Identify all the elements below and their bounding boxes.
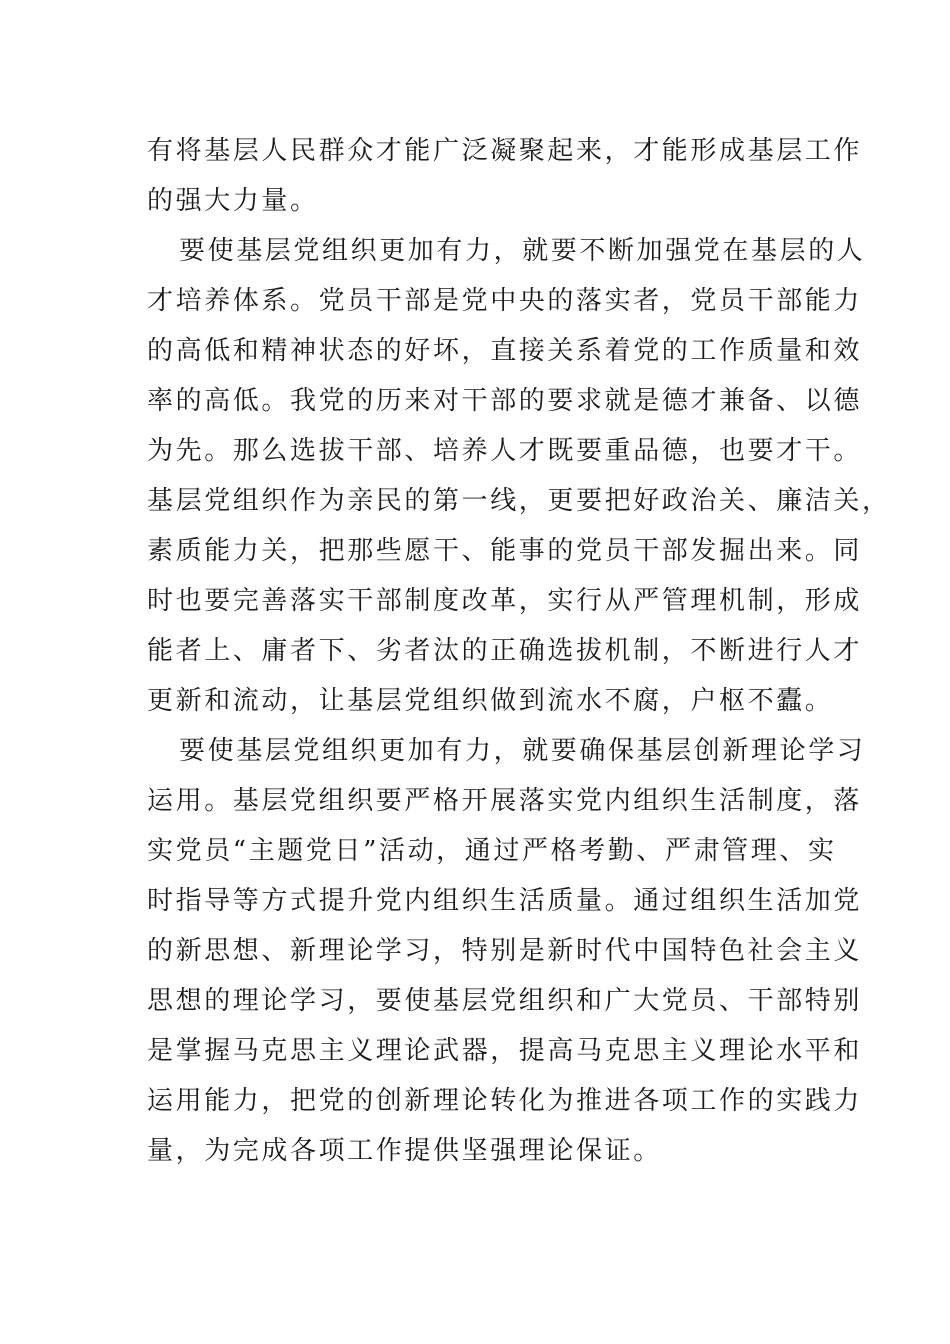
paragraph-line: 要使基层党组织更加有力，就要不断加强党在基层的人 (179, 236, 866, 266)
paragraph-line: 更新和流动，让基层党组织做到流水不腐，户枢不蠹。 (147, 686, 834, 716)
paragraph-line: 率的高低。我党的历来对干部的要求就是德才兼备、以德 (147, 386, 863, 416)
paragraph-line: 运用能力，把党的创新理论转化为推进各项工作的实践力 (147, 1086, 863, 1116)
paragraph (147, 726, 866, 1176)
paragraph-line: 要使基层党组织更加有力，就要确保基层创新理论学习 (179, 736, 866, 766)
paragraph-line: 有将基层人民群众才能广泛凝聚起来，才能形成基层工作 (147, 136, 863, 166)
paragraph-line: 运用。基层党组织要严格开展落实党内组织生活制度，落 (147, 786, 863, 816)
paragraph-line: 能者上、庸者下、劣者汰的正确选拔机制，不断进行人才 (147, 636, 863, 666)
document-body (147, 126, 891, 1176)
paragraph-line: 的高低和精神状态的好坏，直接关系着党的工作质量和效 (147, 336, 863, 366)
paragraph-line: 的新思想、新理论学习，特别是新时代中国特色社会主义 (147, 936, 863, 966)
paragraph-line: 才培养体系。党员干部是党中央的落实者，党员干部能力 (147, 286, 863, 316)
paragraph (147, 226, 891, 726)
paragraph-line: 时指导等方式提升党内组织生活质量。通过组织生活加党 (147, 886, 863, 916)
paragraph-line: 实党员“主题党日”活动，通过严格考勤、严肃管理、实 (147, 836, 837, 866)
paragraph-line: 是掌握马克思主义理论武器，提高马克思主义理论水平和 (147, 1036, 863, 1066)
paragraph-line: 基层党组织作为亲民的第一线，更要把好政治关、廉洁关， (147, 486, 891, 516)
paragraph-line: 的强大力量。 (147, 186, 319, 216)
paragraph-line: 素质能力关，把那些愿干、能事的党员干部发掘出来。同 (147, 536, 863, 566)
paragraph-line: 为先。那么选拔干部、培养人才既要重品德，也要才干。 (147, 436, 863, 466)
paragraph (147, 126, 863, 226)
paragraph-line: 时也要完善落实干部制度改革，实行从严管理机制，形成 (147, 586, 863, 616)
paragraph-line: 思想的理论学习，要使基层党组织和广大党员、干部特别 (147, 986, 863, 1016)
paragraph-line: 量，为完成各项工作提供坚强理论保证。 (147, 1136, 662, 1166)
